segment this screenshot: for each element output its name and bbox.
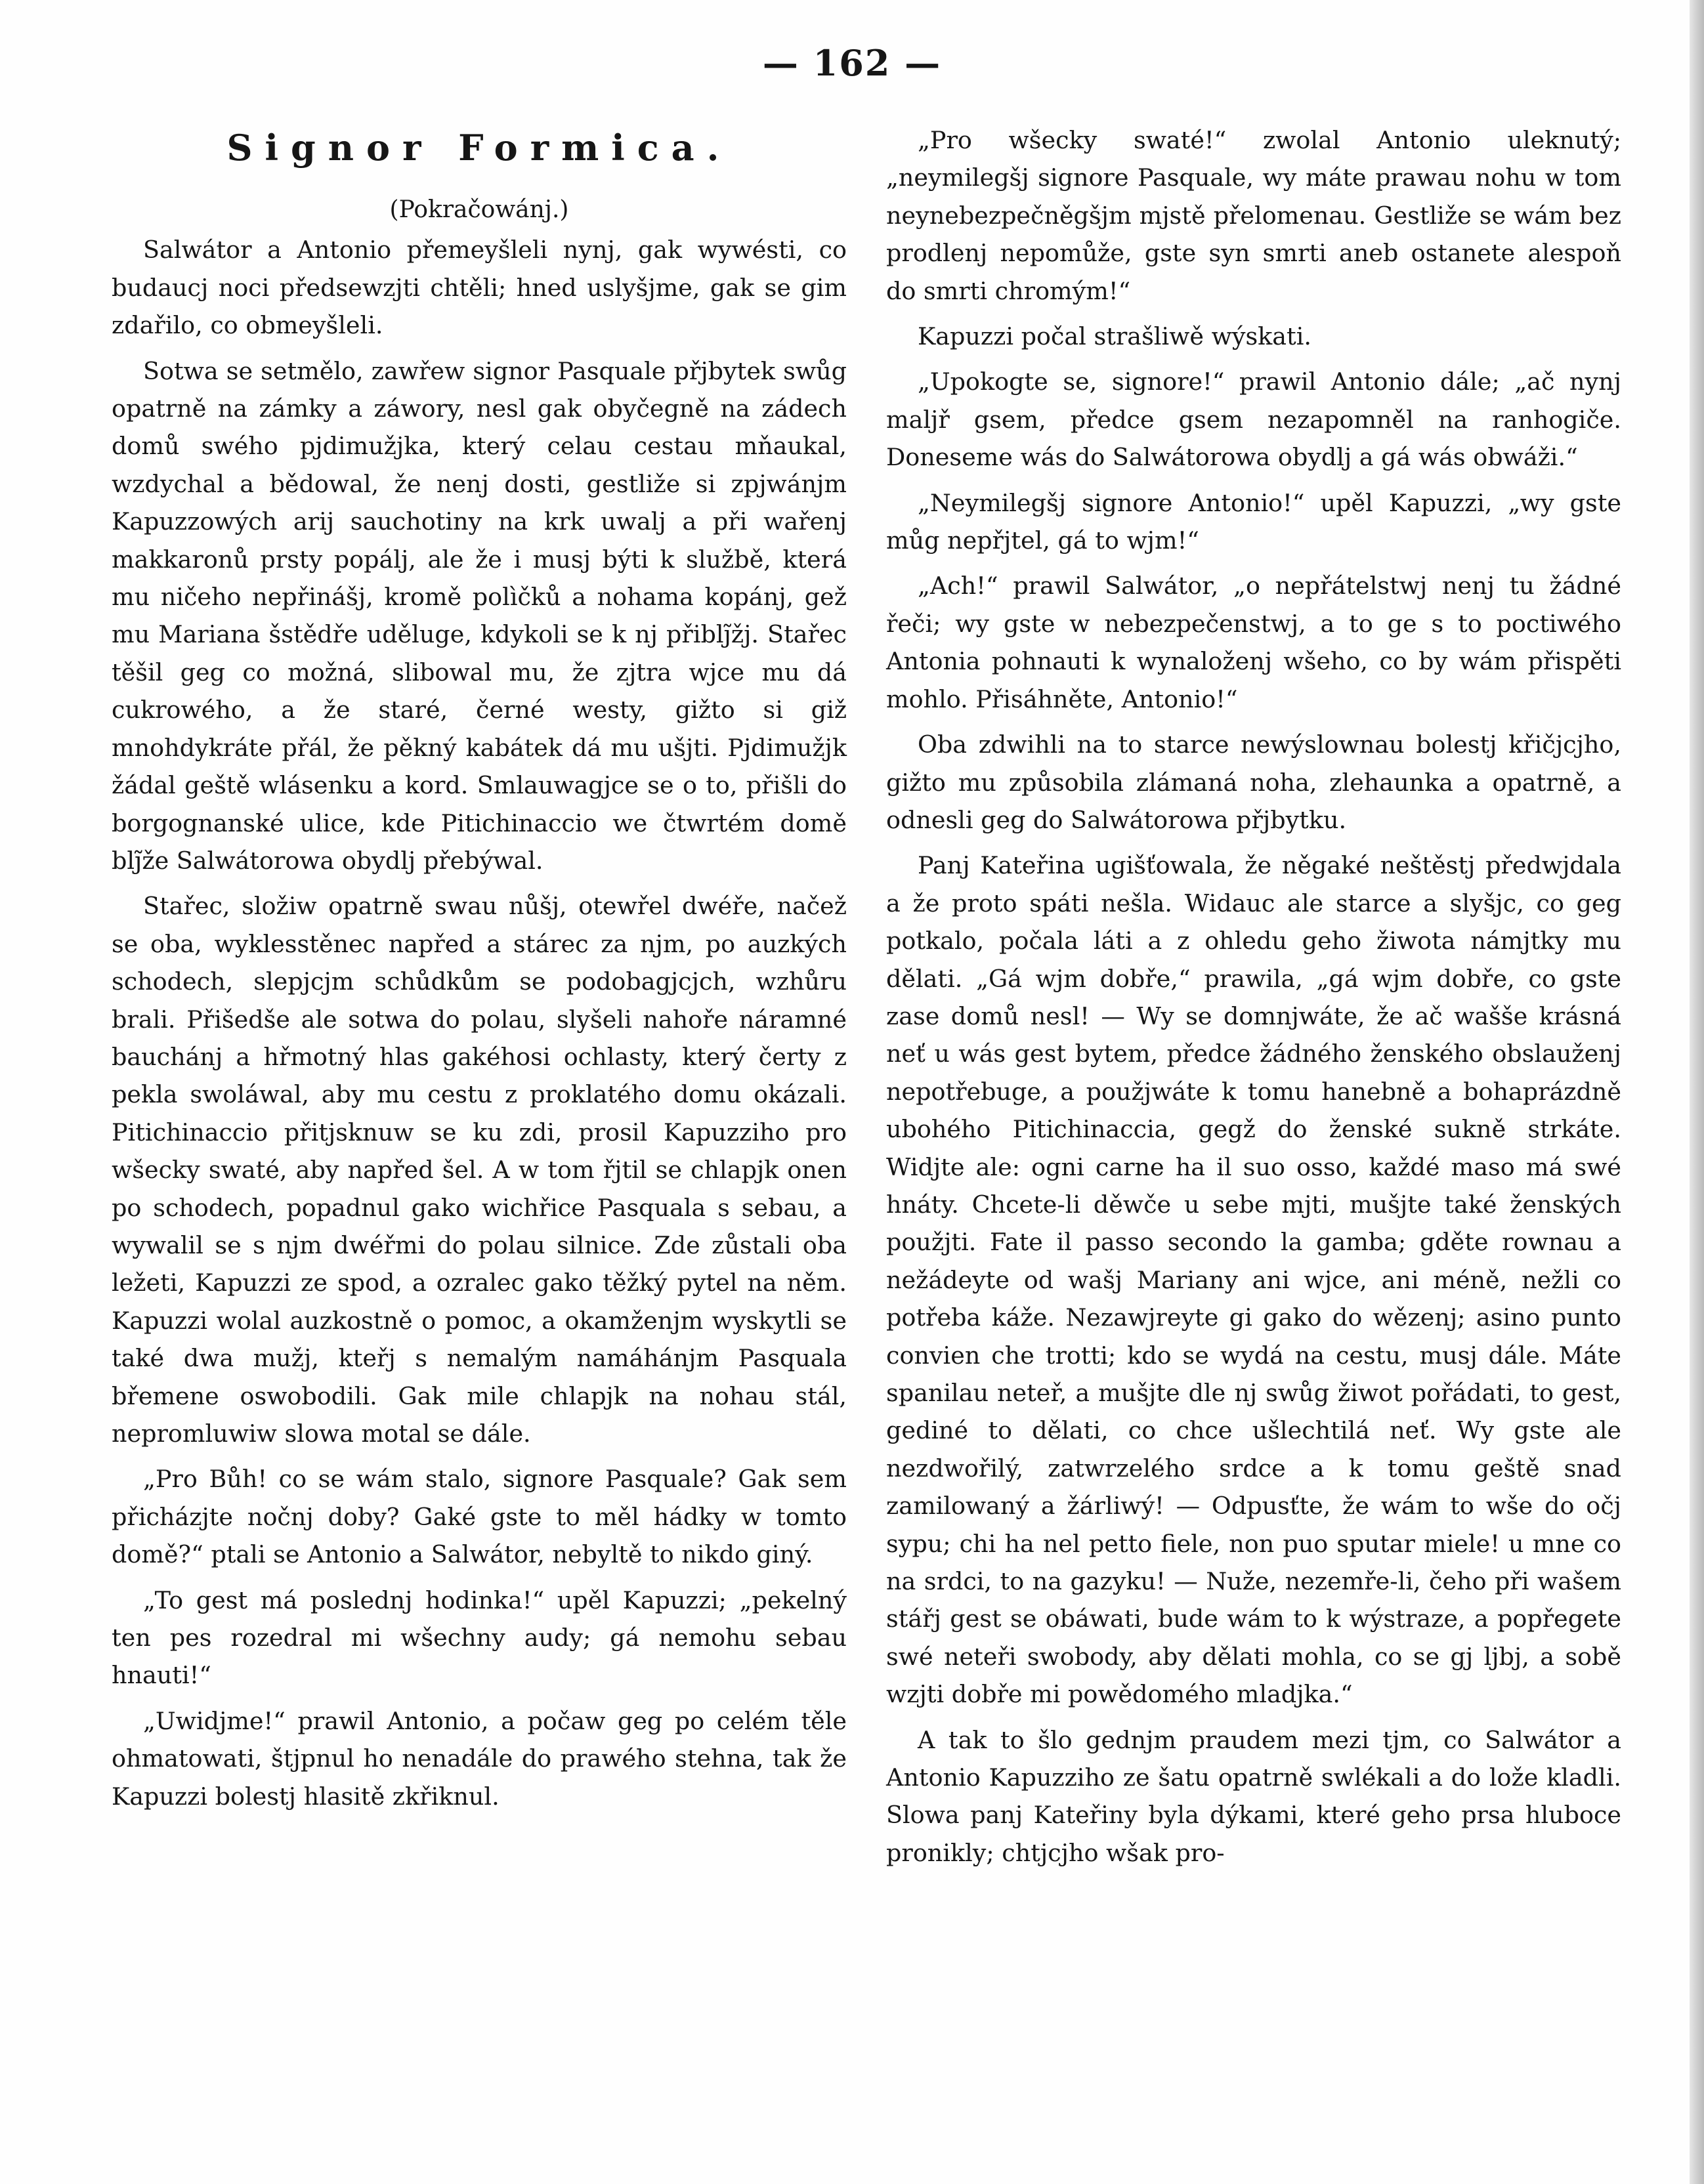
paragraph: „Upokogte se, signore!“ prawil Antonio dále; „ač nynj malјř gsem, předce gsem nezapomněl na ranhogiče. Doneseme wás do Salwátorowa obydlj a gá wás obwáži.“	[886, 368, 1621, 472]
article-subtitle: (Pokračowánj.)	[389, 196, 569, 223]
right-column	[886, 121, 1621, 1880]
paragraph: „Pro wšecky swaté!“ zwolal Antonio uleknutý; „neymilegšj signore Pasquale, wy máte prawau nohu w tom neynebezpečněgšjm mjstě přelomenau. Gestliže se wám bez prodlenj nepomůže, gste syn smrti aneb ostanete alespoň do smrti chromým!“	[886, 126, 1621, 305]
article-title: Signor Formica.	[226, 127, 732, 169]
paragraph: Stařec, složiw opatrně swau nůšj, otewřel dwéře, načež se oba, wyklesstěnec napřed a stárec za njm, po auzkých schodech, slepjcjm schůdkům se podobagjcjch, wzhůru brali. Přišedše ale sotwa do polau, slyšeli nahoře náramné bauchánj a hřmotný hlas gakéhosi ochlasty, který čerty z pekla swoláwal, aby mu cestu z proklatého domu okázali. Pitichinaccio přitjsknuw se ku zdi, prosil Kapuzziho pro wšecky swaté, aby napřed šel. A w tom řjtil se chlapjk onen po schodech, popadnul gako wichřice Pasquala s sebau, a wywalil se s njm dwéřmi do polau silnice. Zde zůstali oba ležeti, Kapuzzi ze spod, a ozralec gako těžký pytel na něm. Kapuzzi wolal auzkostně o pomoc, a okamženjm wyskytli se také dwa mužj, kteřj s nemalým namáhánjm Pasquala břemene oswobodili. Gak mile chlapjk na nohau stál, nepromluwiw slowa motal se dále.	[112, 892, 847, 1448]
paragraph: Salwátor a Antonio přemeyšleli nynj, gak wywésti, co budaucj noci předsewzjti chtěli; hned uslyšjme, gak se gim zdařilo, co obmeyšleli.	[112, 236, 847, 340]
paragraph: Kapuzzi počal strašliwě wýskati.	[918, 322, 1312, 351]
paragraph: „Pro Bůh! co se wám stalo, signore Pasquale? Gak sem přicházjte nočnj doby? Gaké gste to měl hádky w tomto domě?“ ptali se Antonio a Salwátor, nebyltě to nikdo giný.	[112, 1465, 847, 1569]
paragraph: „Neymilegšj signore Antonio!“ upěl Kapuzzi, „wy gste můg nepřjtel, gá to wjm!“	[886, 488, 1621, 555]
paragraph: „To gest má poslednj hodinka!“ upěl Kapuzzi; „pekelný ten pes rozedral mi wšechny audy; gá nemohu sebau hnauti!“	[112, 1586, 847, 1690]
paragraph: Oba zdwihli na to starce newýslownau bolestj křičjcjho, gižto mu způsobila zlámaná noha, zlehaunka a opatrně, a odnesli geg do Salwátorowa přjbytku.	[886, 730, 1621, 834]
paragraph: Sotwa se setmělo, zawřew signor Pasquale přjbytek swůg opatrně na zámky a záwory, nesl gak obyčegně na zádech domů swého pjdimužjka, který celau cestau mňaukal, wzdychal a bědowal, že nenj dosti, gestliže si zpjwánjm Kapuzzowých arij sauchotiny na krk uwalj a při wařenj makkaronů prsty popálj, ale že i musj býti k službě, která mu ničeho nepřinášj, kromě polìčků a nohama kopánj, gež mu Mariana šstědře uděluge, kdykoli se k nj přiblj̃žj. Stařec těšil geg co možná, slibowal mu, že zjtra wjce mu dá cukrowého, a že staré, černé westy, gižto si giž mnohdykráte přál, že pěkný kabátek dá mu ušjti. Pjdimužjk žádal geště wlásenku a kord. Smlauwagjce se o to, přišli do borgognanské ulice, kde Pitichinaccio we čtwrtém domě blj̃že Salwátorowa obydlj přebýwal.	[112, 356, 847, 875]
page-edge-shadow	[1690, 0, 1704, 2184]
paragraph: „Ach!“ prawil Salwátor, „o nepřátelstwj nenj tu žádné řeči; wy gste w nebezpečenstwj, a to ge s to poctiwého Antonia pohnauti k wynaloženj wšeho, co by wám přispěti mohlo. Přisáhněte, Antonio!“	[886, 572, 1621, 713]
left-column	[112, 121, 847, 1823]
paragraph: A tak to šlo gednjm praudem mezi tjm, co Salwátor a Antonio Kapuzziho ze šatu opatrně swlékali a do lože kladli. Slowa panj Kateřiny byla dýkami, které geho prsa hluboce pronikly; chtjcjho wšak pro-	[886, 1725, 1621, 1867]
page-number: — 162 —	[762, 42, 942, 84]
paragraph: Panj Kateřina ugišťowala, že něgaké neštěstj předwjdala a že proto spáti nešla. Widauc ale starce a slyšjc, co geg potkalo, počala láti a z ohledu geho žiwota námjtky mu dělati. „Gá wjm dobře,“ prawila, „gá wjm dobře, co gste zase domů nesl! — Wy se domnjwáte, že ač wašše krásná neť u wás gest bytem, předce žádného ženského obslauženj nepotřebuge, a použjwáte k tomu hanebně a bohaprázdně ubohého Pitichinaccia, gegž do ženské sukně strkáte. Widjte ale: ogni carne ha il suo osso, každé maso má swé hnáty. Chcete-li děwče u sebe mjti, mušjte také ženských použjti. Fate il passo secondo la gamba; gděte rownau a nežádeyte od wašj Mariany ani wjce, ani méně, nežli co potřeba káže. Nezawjreyte gi gako do wězenj; asino punto convien che trotti; kdo se wydá na cestu, musj dále. Máte spanilau neteř, a mušjte dle nj swůg žiwot pořádati, to gest, gediné to dělati, co chce ušlechtilá neť. Wy gste ale nezdwořilý, zatwrzelého srdce a k tomu geště snad zamilowaný a žárliwý! — Odpusťte, že wám to wše do očj sypu; chi ha nel petto fiele, non puo sputar miele! u mne co na srdci, to na gazyku! — Nuže, nezemře-li, čeho při wašem stářj gest se obáwati, bude wám to k wýstraze, a popřegete swé neteři swobody, aby dělati mohla, co se gj ljbj, a sobě wzjti dobře mi powědomého mladjka.“	[886, 851, 1621, 1709]
paragraph: „Uwidjme!“ prawil Antonio, a počaw geg po celém těle ohmatowati, štjpnul ho nenadále do prawého stehna, tak že Kapuzzi bolestj hlasitě zkřiknul.	[112, 1706, 847, 1811]
